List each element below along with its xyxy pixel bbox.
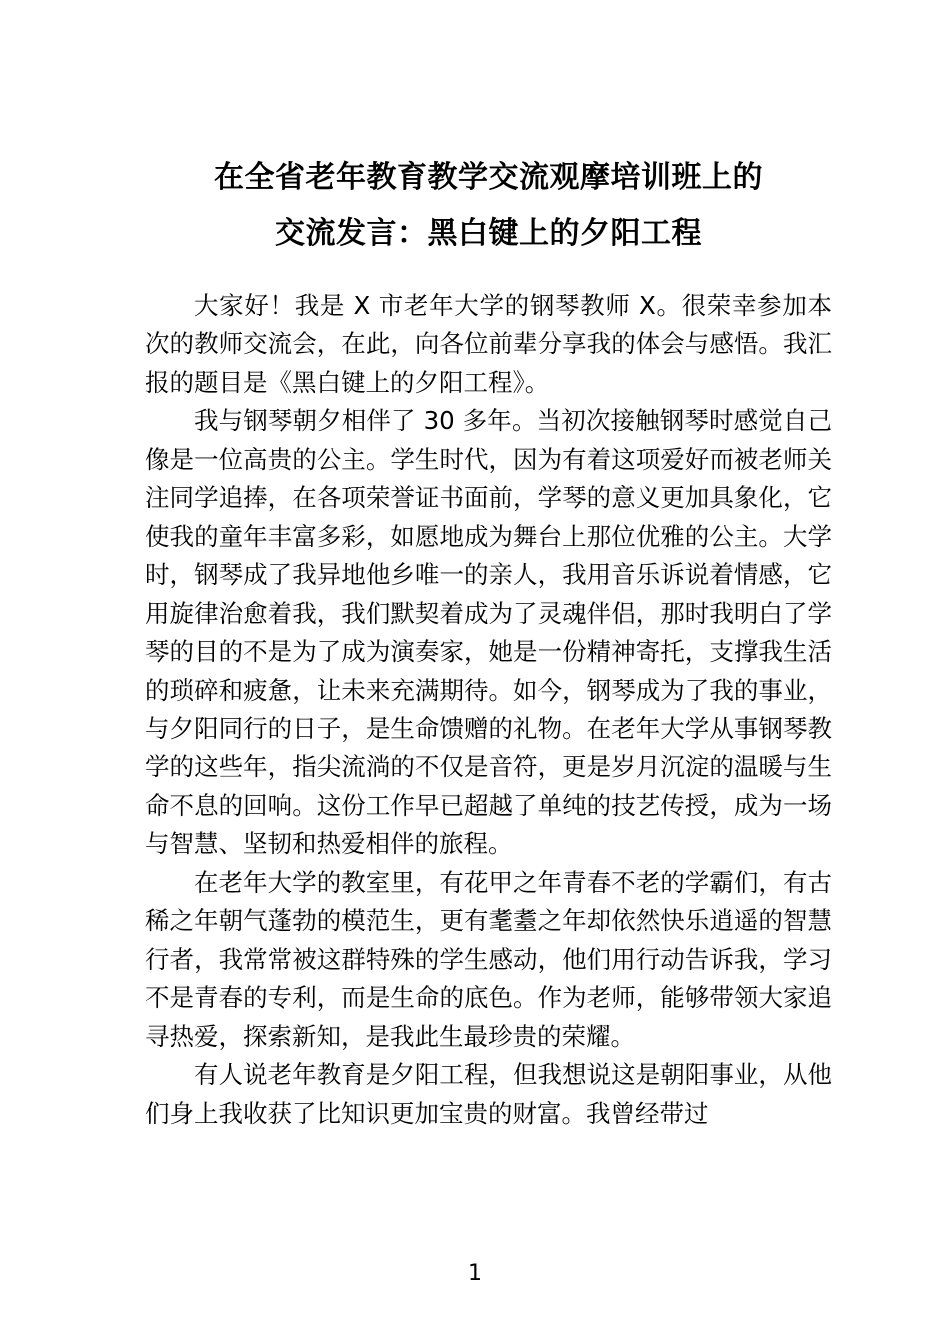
- paragraph: 在老年大学的教室里，有花甲之年青春不老的学霸们，有古稀之年朝气蓬勃的模范生，更有耄耋之年却依然快乐逍遥的智慧行者，我常常被这群特殊的学生感动，他们用行动告诉我，学习不是青春的专利，而是生命的底色。作为老师，能够带领大家追寻热爱，探索新知，是我此生最珍贵的荣耀。: [145, 867, 832, 1051]
- paragraph: 大家好！我是 X 市老年大学的钢琴教师 X。很荣幸参加本次的教师交流会，在此，向各位前辈分享我的体会与感悟。我汇报的题目是《黑白键上的夕阳工程》。: [145, 291, 832, 397]
- title-line-2: 交流发言：黑白键上的夕阳工程: [275, 215, 702, 251]
- page-number: 1: [468, 1261, 482, 1286]
- paragraph: 有人说老年教育是夕阳工程，但我想说这是朝阳事业，从他们身上我收获了比知识更加宝贵的财富。我曾经带过: [145, 1060, 832, 1128]
- page-title: [145, 150, 832, 261]
- document-body: [145, 287, 832, 1133]
- paragraph: 我与钢琴朝夕相伴了 30 多年。当初次接触钢琴时感觉自己像是一位高贵的公主。学生时代，因为有着这项爱好而被老师关注同学追捧，在各项荣誉证书面前，学琴的意义更加具象化，它使我的童年丰富多彩，如愿地成为舞台上那位优雅的公主。大学时，钢琴成了我异地他乡唯一的亲人，我用音乐诉说着情感，它用旋律治愈着我，我们默契着成为了灵魂伴侣，那时我明白了学琴的目的不是为了成为演奏家，她是一份精神寄托，支撑我生活的琐碎和疲惫，让未来充满期待。如今，钢琴成为了我的事业，与夕阳同行的日子，是生命馈赠的礼物。在老年大学从事钢琴教学的这些年，指尖流淌的不仅是音符，更是岁月沉淀的温暖与生命不息的回响。这份工作早已超越了单纯的技艺传授，成为一场与智慧、坚韧和热爱相伴的旅程。: [145, 406, 832, 859]
- title-line-1: 在全省老年教育教学交流观摩培训班上的: [214, 160, 763, 195]
